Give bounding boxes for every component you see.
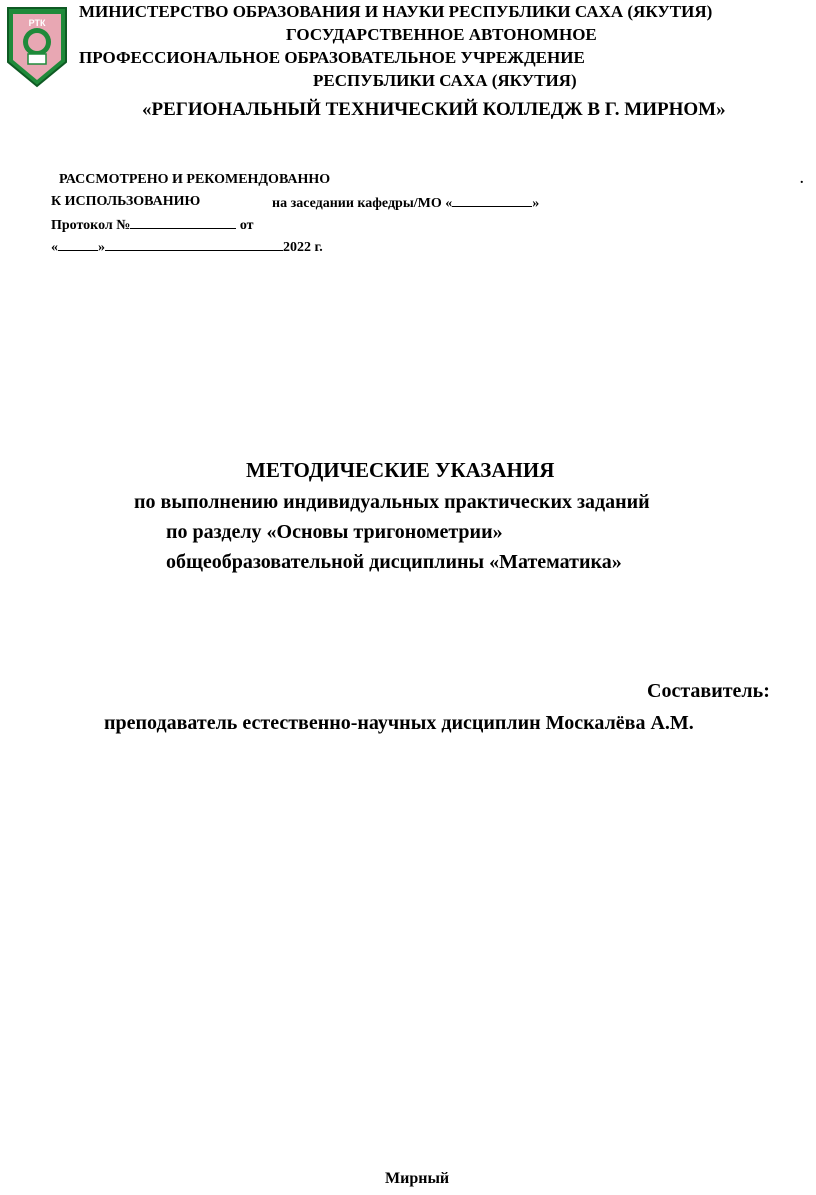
- ministry-line: МИНИСТЕРСТВО ОБРАЗОВАНИЯ И НАУКИ РЕСПУБЛИКИ САХА (ЯКУТИЯ): [79, 2, 713, 21]
- protocol-line: [51, 216, 254, 234]
- month-blank: [105, 238, 283, 251]
- document-title: МЕТОДИЧЕСКИЕ УКАЗАНИЯ: [246, 458, 555, 482]
- college-name: «РЕГИОНАЛЬНЫЙ ТЕХНИЧЕСКИЙ КОЛЛЕДЖ В Г. МИРНОМ»: [142, 99, 726, 120]
- department-meeting-line: [272, 194, 539, 212]
- date-open-quote: «: [51, 240, 58, 255]
- protocol-number-blank: [130, 216, 236, 229]
- date-year: 2022 г.: [283, 240, 323, 255]
- approval-heading: РАССМОТРЕНО И РЕКОМЕНДОВАННО: [59, 172, 331, 187]
- day-blank: [58, 238, 98, 251]
- title-line-2: по выполнению индивидуальных практических заданий: [134, 491, 650, 513]
- date-line: [51, 238, 323, 256]
- city: Мирный: [385, 1170, 450, 1187]
- protocol-prefix: Протокол №: [51, 218, 131, 233]
- institution-type-line-2: ПРОФЕССИОНАЛЬНОЕ ОБРАЗОВАТЕЛЬНОЕ УЧРЕЖДЕНИЕ: [79, 48, 585, 67]
- date-close-quote: »: [98, 240, 105, 255]
- approval-use-label: К ИСПОЛЬЗОВАНИЮ: [51, 194, 201, 209]
- author-label: Составитель:: [647, 680, 770, 702]
- department-suffix: »: [532, 196, 540, 211]
- author-name: преподаватель естественно-научных дисциплин Москалёва А.М.: [104, 712, 694, 734]
- protocol-suffix: от: [236, 218, 254, 233]
- approval-heading-dot: .: [800, 172, 804, 187]
- department-prefix: на заседании кафедры/МО «: [272, 196, 453, 211]
- institution-type-line: ГОСУДАРСТВЕННОЕ АВТОНОМНОЕ: [286, 25, 597, 44]
- department-blank: [452, 194, 532, 207]
- title-line-4: общеобразовательной дисциплины «Математика»: [166, 551, 622, 573]
- logo-text: РТК: [28, 18, 46, 28]
- republic-line: РЕСПУБЛИКИ САХА (ЯКУТИЯ): [313, 71, 577, 90]
- title-line-3: по разделу «Основы тригонометрии»: [166, 521, 503, 543]
- college-logo: [4, 4, 70, 90]
